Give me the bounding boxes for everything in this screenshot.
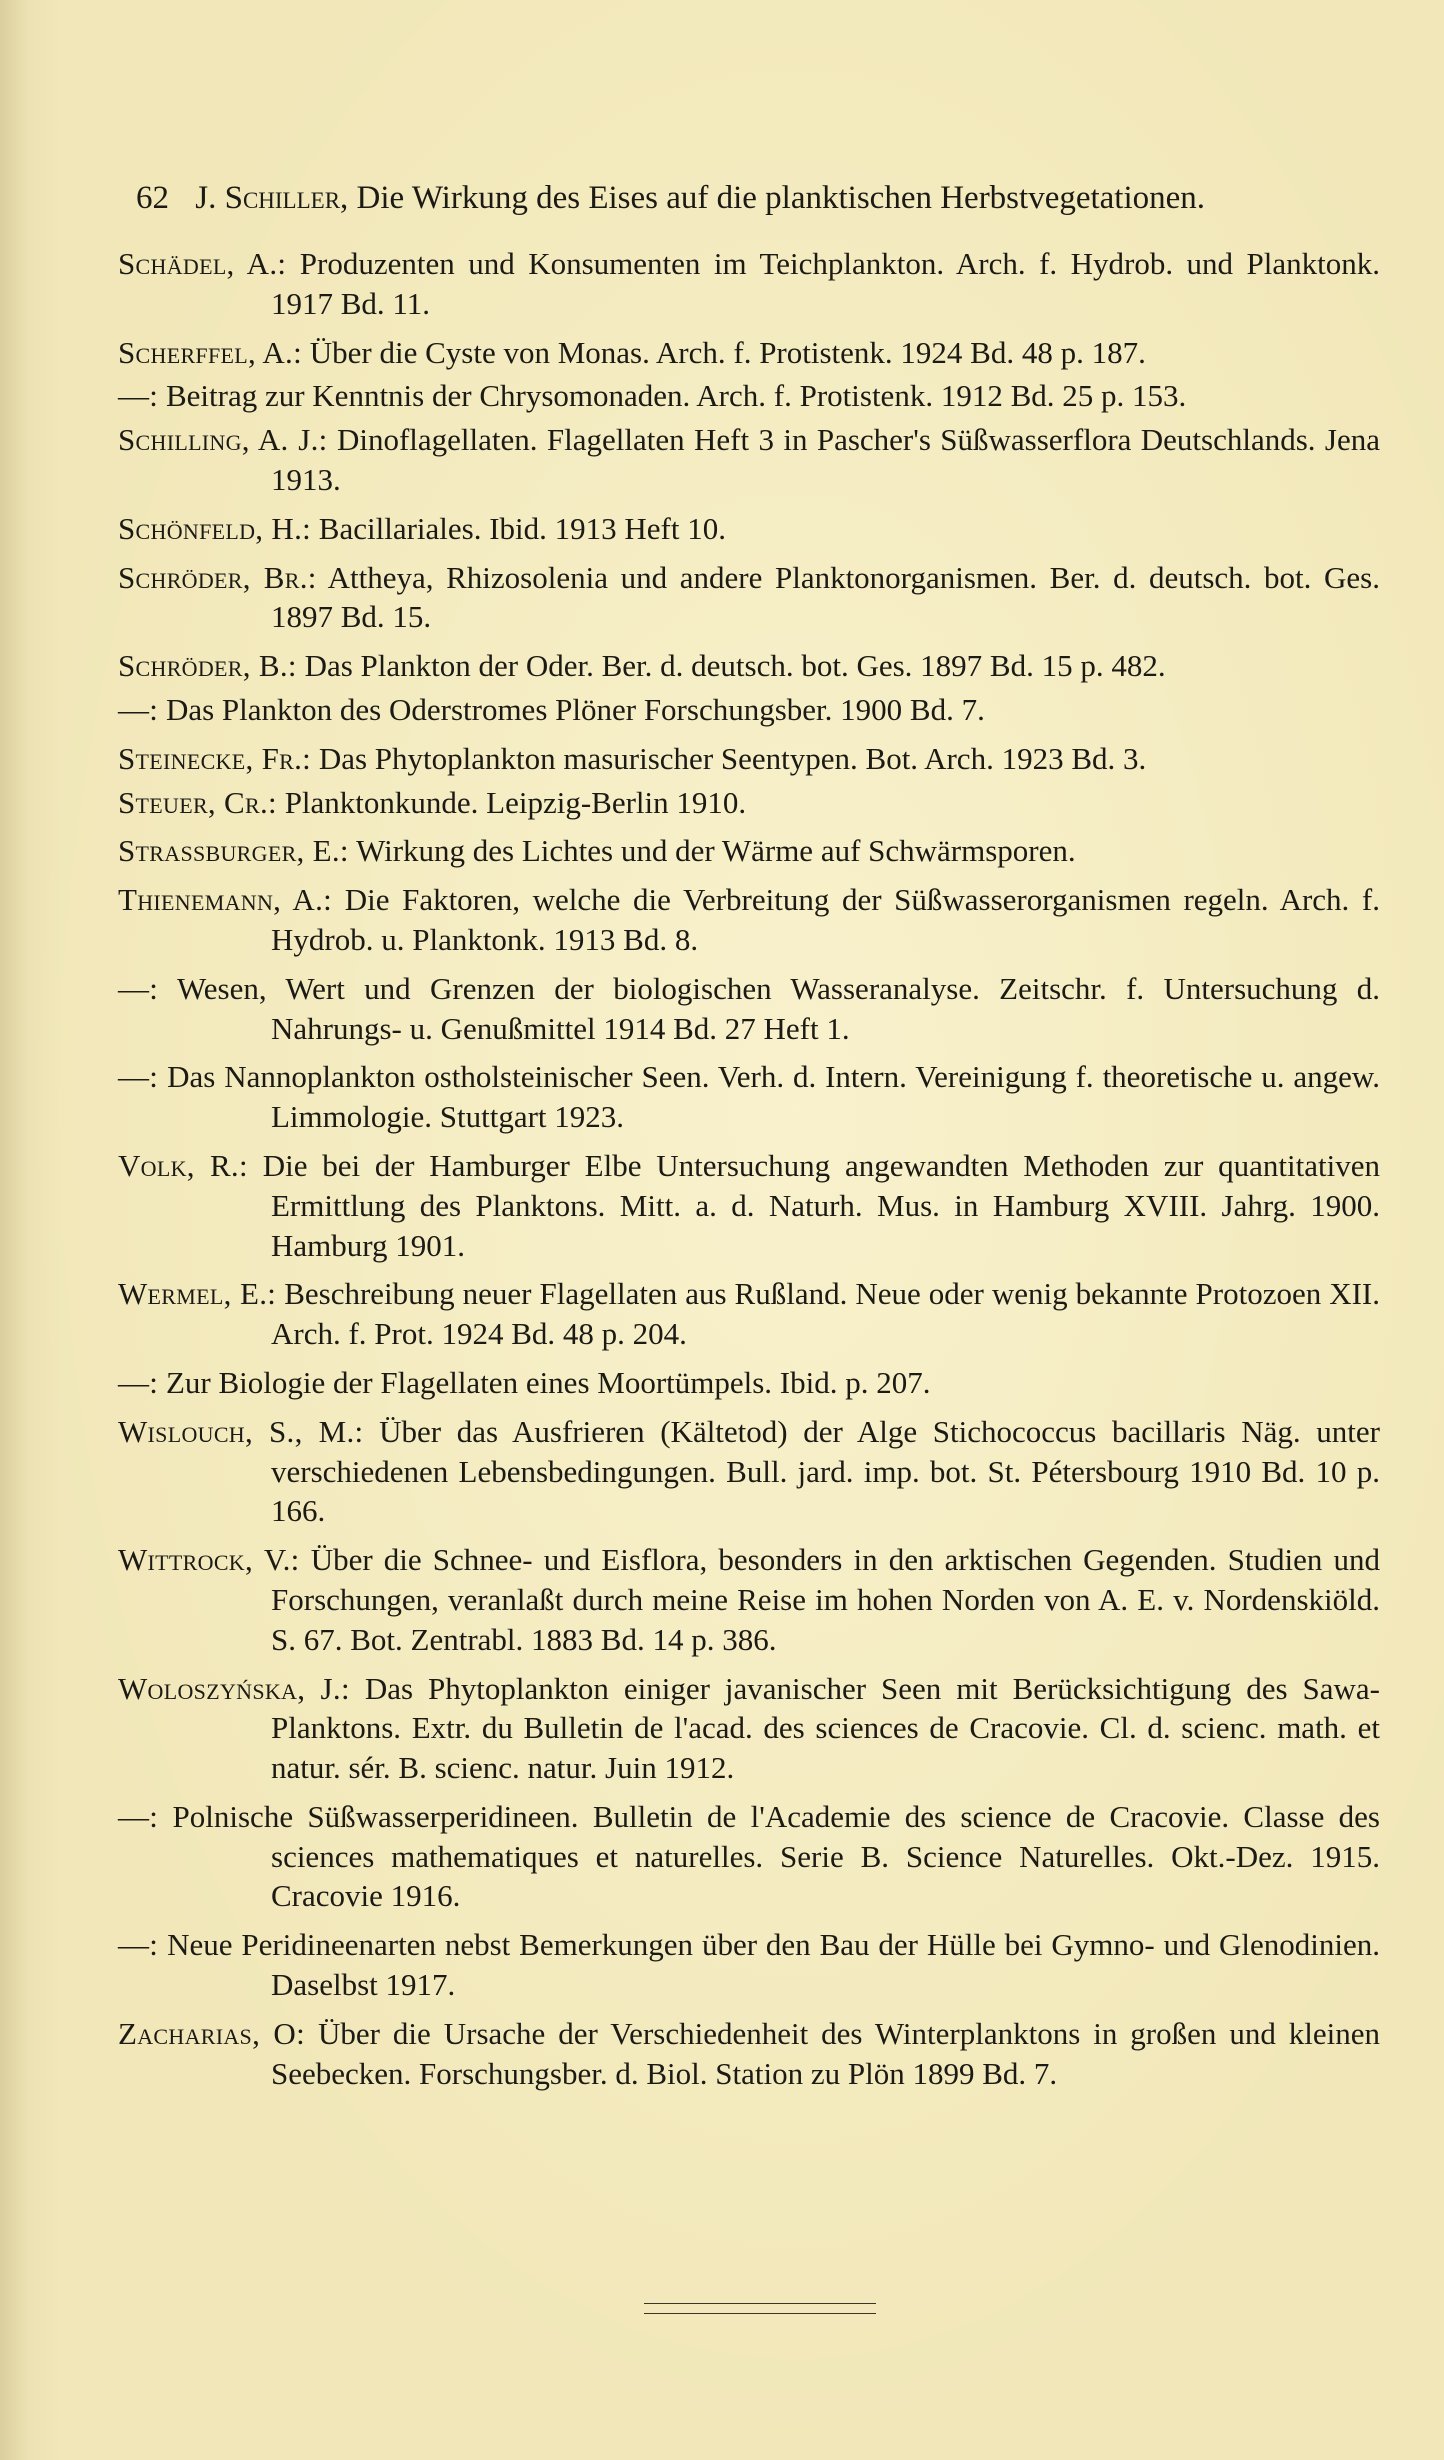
entry-text: Das Plankton der Oder. Ber. d. deutsch. bot. Ges. 1897 Bd. 15 p. 482. — [304, 648, 1166, 684]
entry-author: Steinecke, Fr.: — [118, 740, 312, 776]
entry-text: Über die Schnee- und Eisflora, besonders in den arktischen Gegenden. Studien und Forschungen, veranlaßt durch meine Reise im hohen Norden von A. E. v. Nordenskiöld. S. 67. Bot. Zentrabl. 1883 Bd. 14 p. 386. — [271, 1542, 1380, 1657]
entry-author: Schädel, A.: — [118, 246, 287, 281]
bibliography-entry — [118, 2014, 1380, 2094]
entry-text: Polnische Süßwasserperidineen. Bulletin de l'Academie des science de Cracovie. Classe des sciences mathematiques et naturelles. Serie B. Science Naturelles. Okt.-Dez. 1915. Cracovie 1916. — [172, 1798, 1380, 1914]
entry-author: —: — [118, 1927, 159, 1963]
entry-text: Wirkung des Lichtes und der Wärme auf Schwärmsporen. — [356, 833, 1076, 869]
entry-author: —: — [118, 1059, 159, 1095]
end-rule — [644, 2303, 876, 2304]
entry-text: Die bei der Hamburger Elbe Untersuchung angewandten Methoden zur quantitativen Ermittlung des Planktons. Mitt. a. d. Naturh. Mus. in Hamburg XVIII. Jahrg. 1900. Hamburg 1901. — [262, 1147, 1380, 1263]
entry-author: Strassburger, E.: — [118, 833, 349, 869]
entry-author: —: — [118, 691, 159, 727]
entry-author: Schröder, Br.: — [118, 559, 317, 595]
entry-author: Zacharias, O: — [118, 2015, 306, 2051]
bibliography-entry — [118, 376, 1380, 416]
header-title: Die Wirkung des Eises auf die planktischen Herbstvegetationen. — [356, 180, 1206, 216]
bibliography-entry — [118, 1363, 1380, 1403]
entry-text: Über das Ausfrieren (Kältetod) der Alge Stichococcus bacillaris Näg. unter verschiedenen Lebensbedingungen. Bull. jard. imp. bot. St. Pétersbourg 1910 Bd. 10 p. 166. — [271, 1413, 1380, 1529]
bibliography-entry — [118, 333, 1380, 373]
bibliography-entry — [118, 969, 1380, 1049]
entry-author: —: — [118, 1798, 159, 1834]
bibliography-entry — [118, 244, 1380, 324]
entry-text: Das Nannoplankton ostholsteinischer Seen. Verh. d. Intern. Vereinigung f. theoretische u. angew. Limmologie. Stuttgart 1923. — [167, 1059, 1381, 1135]
bibliography-entry — [118, 1057, 1380, 1137]
bibliography-entry — [118, 509, 1380, 549]
bibliography-entry — [118, 1669, 1380, 1788]
bibliography-entry — [118, 880, 1380, 960]
entry-text: Das Phytoplankton einiger javanischer Seen mit Berücksichtigung des Sawa-Planktons. Extr. du Bulletin de l'acad. des sciences de Cracovie. Cl. d. scienc. math. et natur. sér. B. scienc. natur. Juin 1912. — [271, 1670, 1380, 1786]
bibliography-entry — [118, 739, 1380, 779]
entry-author: —: — [118, 1364, 159, 1400]
entry-text: Das Plankton des Oderstromes Plöner Forschungsber. 1900 Bd. 7. — [165, 691, 985, 727]
entry-text: Planktonkunde. Leipzig-Berlin 1910. — [284, 784, 747, 820]
entry-author: Woloszyńska, J.: — [118, 1670, 350, 1706]
bibliography-entry — [118, 783, 1380, 823]
entry-author: Schröder, B.: — [118, 648, 297, 684]
entry-text: Über die Ursache der Verschiedenheit des Winterplanktons in großen und kleinen Seebecken. Forschungsber. d. Biol. Station zu Plön 1899 Bd. 7. — [271, 2015, 1381, 2091]
entry-text: Das Phytoplankton masurischer Seentypen. Bot. Arch. 1923 Bd. 3. — [318, 740, 1147, 776]
bibliography-entry — [118, 1925, 1380, 2005]
entry-text: Zur Biologie der Flagellaten eines Moortümpels. Ibid. p. 207. — [165, 1364, 931, 1400]
bibliography-entry — [118, 558, 1380, 638]
entry-text: Beitrag zur Kenntnis der Chrysomonaden. Arch. f. Protistenk. 1912 Bd. 25 p. 153. — [165, 378, 1187, 414]
bibliography-entry — [118, 1540, 1380, 1659]
bibliography-entry — [118, 1412, 1380, 1531]
entry-author: —: — [118, 970, 159, 1006]
header-author: J. Schiller, — [195, 180, 349, 216]
entry-author: Schönfeld, H.: — [118, 510, 312, 546]
entry-text: Beschreibung neuer Flagellaten aus Rußland. Neue oder wenig bekannte Protozoen XII. Arch. f. Prot. 1924 Bd. 48 p. 204. — [271, 1276, 1381, 1352]
entry-author: Thienemann, A.: — [118, 882, 333, 918]
entry-text: Neue Peridineenarten nebst Bemerkungen über den Bau der Hülle bei Gymno- und Glenodinien. Daselbst 1917. — [167, 1927, 1381, 2003]
page-number: 62 — [136, 180, 169, 216]
end-rule-secondary — [644, 2313, 876, 2314]
bibliography-entry — [118, 1274, 1380, 1354]
bibliography-list — [118, 244, 1380, 2102]
entry-author: Wittrock, V.: — [118, 1542, 300, 1578]
entry-author: Scherffel, A.: — [118, 334, 303, 370]
entry-text: Über die Cyste von Monas. Arch. f. Protistenk. 1924 Bd. 48 p. 187. — [309, 334, 1146, 370]
entry-author: —: — [118, 378, 159, 414]
running-header — [136, 174, 1386, 222]
entry-author: Volk, R.: — [118, 1147, 248, 1183]
bibliography-entry — [118, 831, 1380, 871]
entry-text: Produzenten und Konsumenten im Teichplankton. Arch. f. Hydrob. und Planktonk. 1917 Bd. 11. — [271, 246, 1380, 321]
bibliography-entry — [118, 1797, 1380, 1916]
entry-author: Wislouch, S., M.: — [118, 1413, 364, 1449]
entry-author: Wermel, E.: — [118, 1276, 277, 1312]
entry-text: Die Faktoren, welche die Verbreitung der Süßwasserorganismen regeln. Arch. f. Hydrob. u. Planktonk. 1913 Bd. 8. — [271, 882, 1380, 957]
bibliography-entry — [118, 1146, 1380, 1265]
entry-author: Steuer, Cr.: — [118, 784, 277, 820]
entry-author: Schilling, A. J.: — [118, 422, 328, 458]
entry-text: Wesen, Wert und Grenzen der biologischen Wasseranalyse. Zeitschr. f. Untersuchung d. Nahrungs- u. Genußmittel 1914 Bd. 27 Heft 1. — [176, 970, 1380, 1046]
entry-text: Dinoflagellaten. Flagellaten Heft 3 in Pascher's Süßwasserflora Deutschlands. Jena 1913. — [271, 422, 1381, 497]
entry-text: Attheya, Rhizosolenia und andere Planktonorganismen. Ber. d. deutsch. bot. Ges. 1897 Bd. 15. — [271, 559, 1380, 635]
bibliography-entry — [118, 646, 1380, 686]
bibliography-entry — [118, 690, 1380, 730]
bibliography-entry — [118, 420, 1380, 500]
entry-text: Bacillariales. Ibid. 1913 Heft 10. — [318, 510, 726, 546]
